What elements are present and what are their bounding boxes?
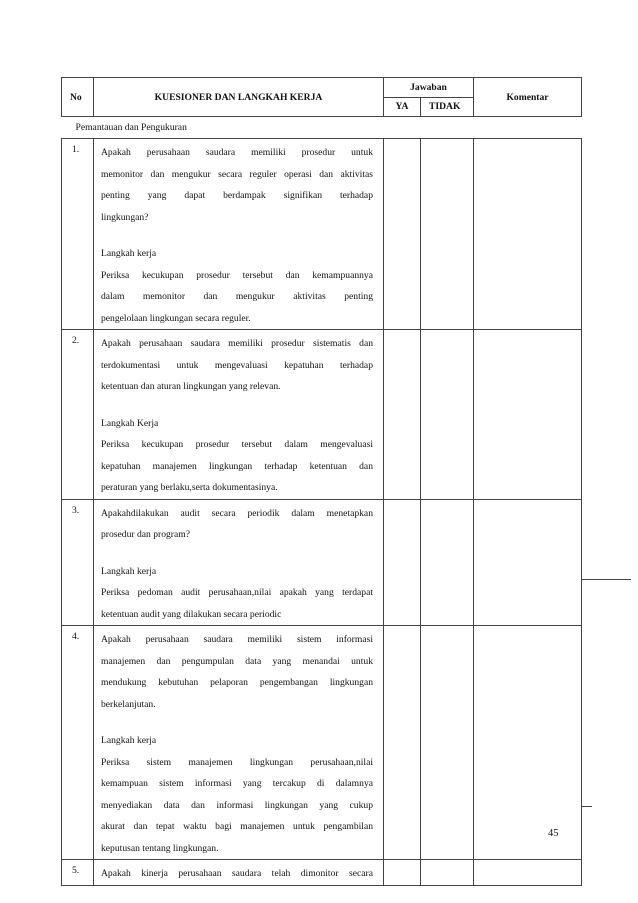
comment-cell[interactable] xyxy=(474,330,582,500)
header-no: No xyxy=(62,78,94,117)
question-cell xyxy=(94,330,384,500)
question-line: lingkungan? xyxy=(101,211,149,223)
page-number: 45 xyxy=(548,828,559,839)
question-cell xyxy=(94,626,384,860)
header-questionnaire: KUESIONER DAN LANGKAH KERJA xyxy=(94,78,384,117)
questionnaire-table xyxy=(61,77,582,886)
row-number: 2. xyxy=(62,330,94,500)
question-line: Apakah perusahaan saudara memiliki sistem informasi xyxy=(101,634,373,645)
answer-no-cell[interactable] xyxy=(421,860,474,886)
row-number: 5. xyxy=(62,860,94,886)
question-line: manajemen dan pengumpulan data yang menandai untuk xyxy=(101,655,373,667)
question-line: prosedur dan program? xyxy=(101,529,190,540)
answer-yes-cell[interactable] xyxy=(384,860,421,886)
question-line: Langkah kerja xyxy=(101,565,157,577)
question-line: penting yang dapat berdampak signifikan terhadap xyxy=(101,190,373,201)
comment-cell[interactable] xyxy=(474,626,582,860)
header-no-answer: TIDAK xyxy=(421,97,474,117)
question-line: Apakah perusahaan saudara memiliki prosedur sistematis dan xyxy=(101,338,373,349)
row-number: 1. xyxy=(62,139,94,330)
question-line: dalam memonitor dan mengukur aktivitas penting xyxy=(101,291,373,302)
paragraph-gap xyxy=(101,546,373,561)
question-line: mendukung kebutuhan pelaporan pengembangan lingkungan xyxy=(101,677,373,688)
table-row xyxy=(62,139,582,330)
answer-no-cell[interactable] xyxy=(421,499,474,626)
question-line: akurat dan tepat waktu bagi manajemen untuk pengambilan xyxy=(101,821,373,832)
question-line: terdokumentasi untuk mengevaluasi kepatuhan terhadap xyxy=(101,359,373,371)
question-line: Langkah kerja xyxy=(101,248,157,259)
section-row xyxy=(62,117,582,139)
question-line: Apakah perusahaan saudara memiliki prosedur untuk xyxy=(101,147,373,158)
comment-cell[interactable] xyxy=(474,499,582,626)
answer-yes-cell[interactable] xyxy=(384,499,421,626)
question-cell xyxy=(94,860,384,886)
answer-no-cell[interactable] xyxy=(421,626,474,860)
answer-no-cell[interactable] xyxy=(421,139,474,330)
question-line: Periksa pedoman audit perusahaan,nilai apakah yang terdapat xyxy=(101,587,373,598)
paragraph-gap xyxy=(101,398,373,413)
question-line: Periksa kecukupan prosedur tersebut dan kemampuannya xyxy=(101,269,373,281)
answer-yes-cell[interactable] xyxy=(384,139,421,330)
table-bottom-extension-line xyxy=(581,806,592,807)
question-cell xyxy=(94,499,384,626)
question-line: ketentuan audit yang dilakukan secara periodic xyxy=(101,608,282,620)
question-cell xyxy=(94,139,384,330)
question-line: Apakah kinerja perusahaan saudara telah dimonitor secara xyxy=(101,868,373,879)
question-line: Langkah Kerja xyxy=(101,417,159,429)
question-line: memonitor dan mengukur secara reguler operasi dan aktivitas xyxy=(101,168,373,180)
paragraph-gap xyxy=(101,715,373,730)
header-answer: Jawaban xyxy=(384,78,474,98)
row-number: 4. xyxy=(62,626,94,860)
question-line: Periksa kecukupan prosedur tersebut dalam mengevaluasi xyxy=(101,439,373,450)
table-row xyxy=(62,860,582,886)
header-comment: Komentar xyxy=(474,78,582,117)
answer-yes-cell[interactable] xyxy=(384,626,421,860)
section-title: Pemantauan dan Pengukuran xyxy=(62,117,582,139)
question-line: berkelanjutan. xyxy=(101,698,156,710)
comment-cell[interactable] xyxy=(474,860,582,886)
answer-no-cell[interactable] xyxy=(421,330,474,500)
answer-yes-cell[interactable] xyxy=(384,330,421,500)
question-line: Periksa sistem manajemen lingkungan perusahaan,nilai xyxy=(101,756,373,768)
comment-cell[interactable] xyxy=(474,139,582,330)
questionnaire-table-wrapper xyxy=(61,77,581,886)
question-line: pengelolaan lingkungan secara reguler. xyxy=(101,312,251,324)
table-row xyxy=(62,626,582,860)
question-line: Langkah kerja xyxy=(101,735,157,746)
table-row xyxy=(62,499,582,626)
question-line: Apakahdilakukan audit secara periodik dalam menetapkan xyxy=(101,507,373,519)
question-line: menyediakan data dan informasi lingkungan yang cukup xyxy=(101,799,373,811)
table-row xyxy=(62,330,582,500)
header-yes: YA xyxy=(384,97,421,117)
question-line: keputusan tentang lingkungan. xyxy=(101,842,219,854)
row-number: 3. xyxy=(62,499,94,626)
question-line: peraturan yang berlaku,serta dokumentasinya. xyxy=(101,482,278,493)
question-line: ketentuan dan aturan lingkungan yang relevan. xyxy=(101,381,281,392)
table-extension-line xyxy=(581,579,631,580)
question-line: kemampuan sistem informasi yang tercakup di dalamnya xyxy=(101,778,373,789)
question-line: kepatuhan manajemen lingkungan terhadap ketentuan dan xyxy=(101,460,373,472)
paragraph-gap xyxy=(101,228,373,243)
